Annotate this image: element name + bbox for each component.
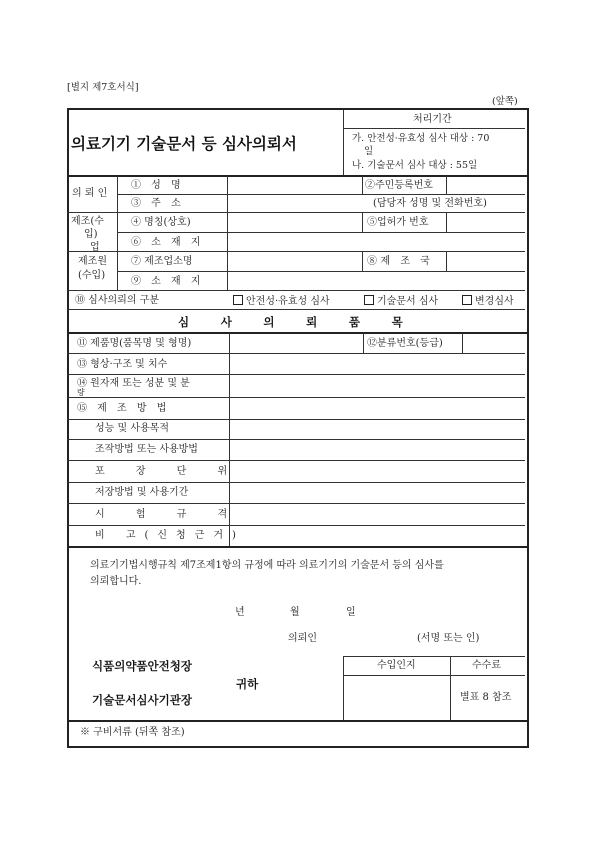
storage-label: 저장방법 및 사용기간 bbox=[95, 487, 189, 498]
page-side-label: (앞쪽) bbox=[492, 96, 518, 107]
recipient-2: 기술문서심사기관장 bbox=[92, 693, 192, 707]
method-label: ⑮ 제 조 방 법 bbox=[77, 403, 170, 414]
manufacturer-license-label: ⑤업허가 번호 bbox=[367, 217, 429, 228]
storage-field[interactable] bbox=[230, 483, 524, 502]
statement-line-2: 의뢰합니다. bbox=[90, 576, 142, 587]
manufacturer-location-label: ⑥ 소 재 지 bbox=[131, 237, 205, 248]
review-type-label: ⑩ 심사의뢰의 구분 bbox=[75, 295, 159, 306]
origin-section-label: 제조원 bbox=[78, 256, 107, 267]
packaging-field[interactable] bbox=[230, 461, 524, 481]
checkbox-icon bbox=[364, 295, 374, 305]
manufacturer-company-field[interactable] bbox=[228, 213, 361, 231]
class-no-label: ⑫분류번호(등급) bbox=[367, 338, 443, 349]
origin-company-field[interactable] bbox=[228, 252, 361, 270]
fee-value: 별표 8 참조 bbox=[460, 692, 512, 703]
method-field[interactable] bbox=[230, 398, 524, 418]
stamp-area[interactable] bbox=[344, 676, 449, 719]
applicant-name-field[interactable] bbox=[228, 177, 361, 193]
note-label: 비 고(신청근거) bbox=[95, 530, 245, 541]
origin-country-label: ⑧제 조 국 bbox=[367, 256, 434, 267]
stamp-label: 수입인지 bbox=[377, 660, 416, 671]
materials-field[interactable] bbox=[230, 375, 524, 396]
form-number: [별지 제7호서식] bbox=[67, 82, 139, 93]
origin-location-field[interactable] bbox=[228, 272, 524, 289]
manufacturer-license-field[interactable] bbox=[447, 213, 524, 231]
manufacturer-location-field[interactable] bbox=[228, 233, 524, 250]
review-option-safety[interactable]: 안전성·유효성 심사 bbox=[233, 295, 330, 308]
performance-field[interactable] bbox=[230, 420, 524, 438]
date-month-label: 월 bbox=[290, 607, 300, 618]
recipient-1: 식품의약품안전청장 bbox=[92, 659, 192, 673]
date-day-label: 일 bbox=[346, 607, 356, 618]
checkbox-icon bbox=[233, 295, 243, 305]
origin-location-label: ⑨ 소 재 지 bbox=[131, 276, 205, 287]
applicant-reg-no-field[interactable] bbox=[447, 177, 524, 193]
signature-label: (서명 또는 인) bbox=[417, 633, 480, 644]
items-heading: 심 사 의 뢰 품 목 bbox=[178, 315, 417, 329]
review-option-technical[interactable]: 기술문서 심사 bbox=[364, 295, 438, 308]
packaging-label: 포 장 단 위 bbox=[95, 466, 242, 477]
applicant-address-field[interactable] bbox=[228, 195, 358, 211]
processing-period-technical: 나. 기술문서 심사 대상 : 55일 bbox=[352, 160, 478, 171]
review-option-change[interactable]: 변경심사 bbox=[462, 295, 514, 308]
statement-line-1: 의료기기법시행규칙 제7조제1항의 규정에 따라 의료기기의 기술문서 등의 심사를 bbox=[90, 560, 444, 571]
signer-label: 의뢰인 bbox=[288, 633, 317, 644]
manufacturer-company-label: ④ 명칭(상호) bbox=[131, 217, 191, 228]
materials-label: ⑭ 원자재 또는 성분 및 분 bbox=[77, 378, 190, 389]
applicant-contact-label: (담당자 성명 및 전화번호) bbox=[373, 198, 487, 209]
manufacturer-section-label: 제조(수 bbox=[71, 216, 104, 227]
origin-country-field[interactable] bbox=[447, 252, 524, 270]
spec-field[interactable] bbox=[230, 504, 524, 524]
origin-company-label: ⑦ 제조업소명 bbox=[131, 256, 193, 267]
product-name-field[interactable] bbox=[230, 334, 362, 352]
applicant-section-label: 의 뢰 인 bbox=[72, 188, 108, 199]
applicant-name-label: ① 성 명 bbox=[131, 180, 185, 191]
class-no-field[interactable] bbox=[463, 334, 524, 352]
applicant-address-label: ③ 주 소 bbox=[131, 198, 185, 209]
checkbox-icon bbox=[462, 295, 472, 305]
applicant-reg-no-label: ②주민등록번호 bbox=[365, 180, 433, 191]
spec-label: 시 험 규 격 bbox=[95, 509, 242, 520]
operation-label: 조작방법 또는 사용방법 bbox=[95, 444, 198, 455]
date-year-label: 년 bbox=[235, 607, 245, 618]
performance-label: 성능 및 사용목적 bbox=[95, 423, 169, 434]
form-title: 의료기기 기술문서 등 심사의뢰서 bbox=[71, 135, 297, 153]
processing-period-safety: 가. 안전성·유효성 심사 대상 : 70 bbox=[352, 133, 490, 144]
processing-period-label: 처리기간 bbox=[413, 114, 452, 125]
required-docs-note: ※ 구비서류 (뒤쪽 참조) bbox=[80, 727, 185, 738]
operation-field[interactable] bbox=[230, 440, 524, 459]
shape-label: ⑬ 형상·구조 및 치수 bbox=[77, 359, 168, 370]
note-field[interactable] bbox=[230, 526, 524, 545]
fee-label: 수수료 bbox=[472, 660, 501, 671]
product-name-label: ⑪ 제품명(품목명 및 형명) bbox=[77, 338, 192, 349]
recipient-suffix: 귀하 bbox=[236, 677, 259, 691]
shape-field[interactable] bbox=[230, 355, 524, 373]
